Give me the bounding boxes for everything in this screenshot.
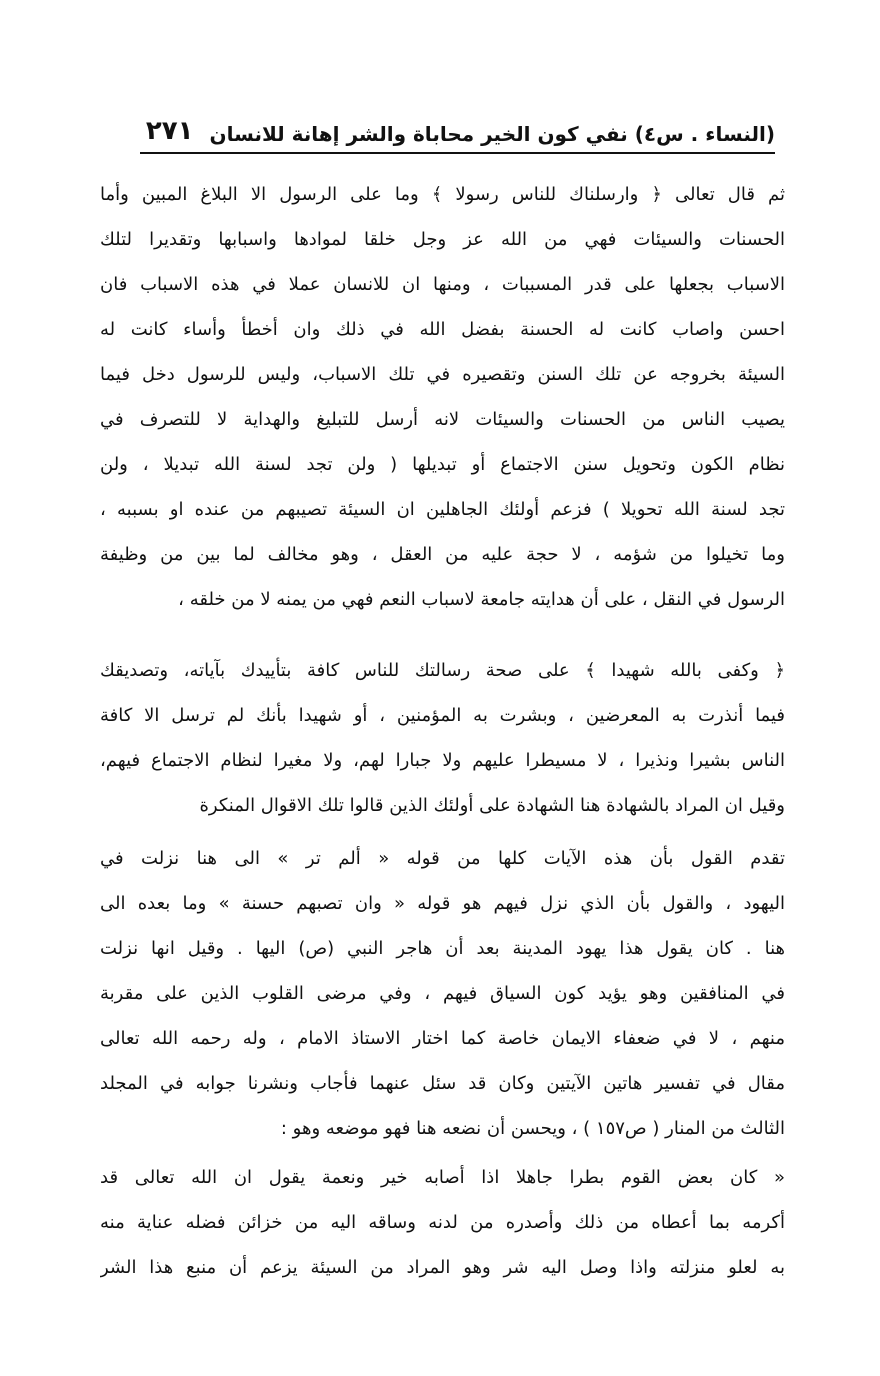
text-line: أكرمه بما أعطاه من ذلك وأصدره من لدنه وساقه اليه من خزائن فضله عناية منه <box>100 1212 785 1233</box>
paragraph <box>100 836 785 1151</box>
text-line: السيئة بخروجه عن تلك السنن وتقصيره في تلك الاسباب، وليس للرسول دخل فيما <box>100 364 785 385</box>
text-line: مقال في تفسير هاتين الآيتين وكان قد سئل عنهما فأجاب ونشرنا جوابه في المجلد <box>100 1073 785 1094</box>
paragraph-gap <box>100 622 785 648</box>
page-number: ٢٧١ <box>145 116 194 146</box>
text-line: نظام الكون وتحويل سنن الاجتماع أو تبديلها ( ولن تجد لسنة الله تبديلا ، ولن <box>100 454 785 475</box>
running-header <box>140 100 775 146</box>
text-line: وقيل ان المراد بالشهادة هنا الشهادة على أولئك الذين قالوا تلك الاقوال المنكرة <box>199 795 785 816</box>
text-line: ﴿ وكفى بالله شهيدا ﴾ على صحة رسالتك للناس كافة بتأييدك بآياته، وتصديقك <box>100 660 785 681</box>
paragraph <box>100 1155 785 1290</box>
text-line: تقدم القول بأن هذه الآيات كلها من قوله « ألم تر » الى هنا نزلت في <box>100 848 785 869</box>
text-line: اليهود ، والقول بأن الذي نزل فيهم هو قوله « وان تصبهم حسنة » وما بعده الى <box>100 893 785 914</box>
paragraph <box>100 172 785 622</box>
header-rule <box>140 152 775 154</box>
paragraph-gap <box>100 828 785 836</box>
text-line: تجد لسنة الله تحويلا ) فزعم أولئك الجاهلين ان السيئة تصيبهم من عنده او بسببه ، <box>100 499 785 520</box>
body-text <box>100 172 785 1290</box>
text-line: وما تخيلوا من شؤمه ، لا حجة عليه من العقل ، وهو مخالف لما بين من وظيفة <box>100 544 785 565</box>
header-title: (النساء . س٤) نفي كون الخير محاباة والشر إهانة للانسان <box>209 122 775 146</box>
paragraph <box>100 648 785 828</box>
text-line: الثالث من المنار ( ص١٥٧ ) ، ويحسن أن نضعه هنا فهو موضعه وهو : <box>280 1118 785 1139</box>
text-line: فيما أنذرت به المعرضين ، وبشرت به المؤمنين ، أو شهيدا بأنك لم ترسل الا كافة <box>100 705 785 726</box>
text-line: يصيب الناس من الحسنات والسيئات لانه أرسل للتبليغ والهداية لا للتصرف في <box>100 409 785 430</box>
text-line: ثم قال تعالى ﴿ وارسلناك للناس رسولا ﴾ وما على الرسول الا البلاغ المبين وأما <box>100 184 785 205</box>
text-line: الناس بشيرا ونذيرا ، لا مسيطرا عليهم ولا جبارا لهم، ولا مغيرا لنظام الاجتماع فيهم، <box>100 750 785 771</box>
text-line: الاسباب بجعلها على قدر المسببات ، ومنها ان للانسان عملا في هذه الاسباب فان <box>100 274 785 295</box>
text-line: به لعلو منزلته واذا وصل اليه شر وهو المراد من السيئة يزعم أن منبع هذا الشر <box>100 1257 785 1278</box>
text-line: احسن واصاب كانت له الحسنة بفضل الله في ذلك وان أخطأ وأساء كانت له <box>100 319 785 340</box>
text-line: الرسول في النقل ، على أن هدايته جامعة لاسباب النعم فهي من يمنه لا من خلقه ، <box>178 589 785 610</box>
text-line: « كان بعض القوم بطرا جاهلا اذا أصابه خير ونعمة يقول ان الله تعالى قد <box>100 1167 785 1188</box>
text-line: هنا . كان يقول هذا يهود المدينة بعد أن هاجر النبي (ص) اليها . وقيل انها نزلت <box>100 938 785 959</box>
text-line: منهم ، لا في ضعفاء الايمان خاصة كما اختار الاستاذ الامام ، وله رحمه الله تعالى <box>100 1028 785 1049</box>
text-line: الحسنات والسيئات فهي من الله عز وجل خلقا لموادها واسبابها وتقديرا لتلك <box>100 229 785 250</box>
text-line: في المنافقين وهو يؤيد كون السياق فيهم ، وفي مرضى القلوب الذين على مقربة <box>100 983 785 1004</box>
